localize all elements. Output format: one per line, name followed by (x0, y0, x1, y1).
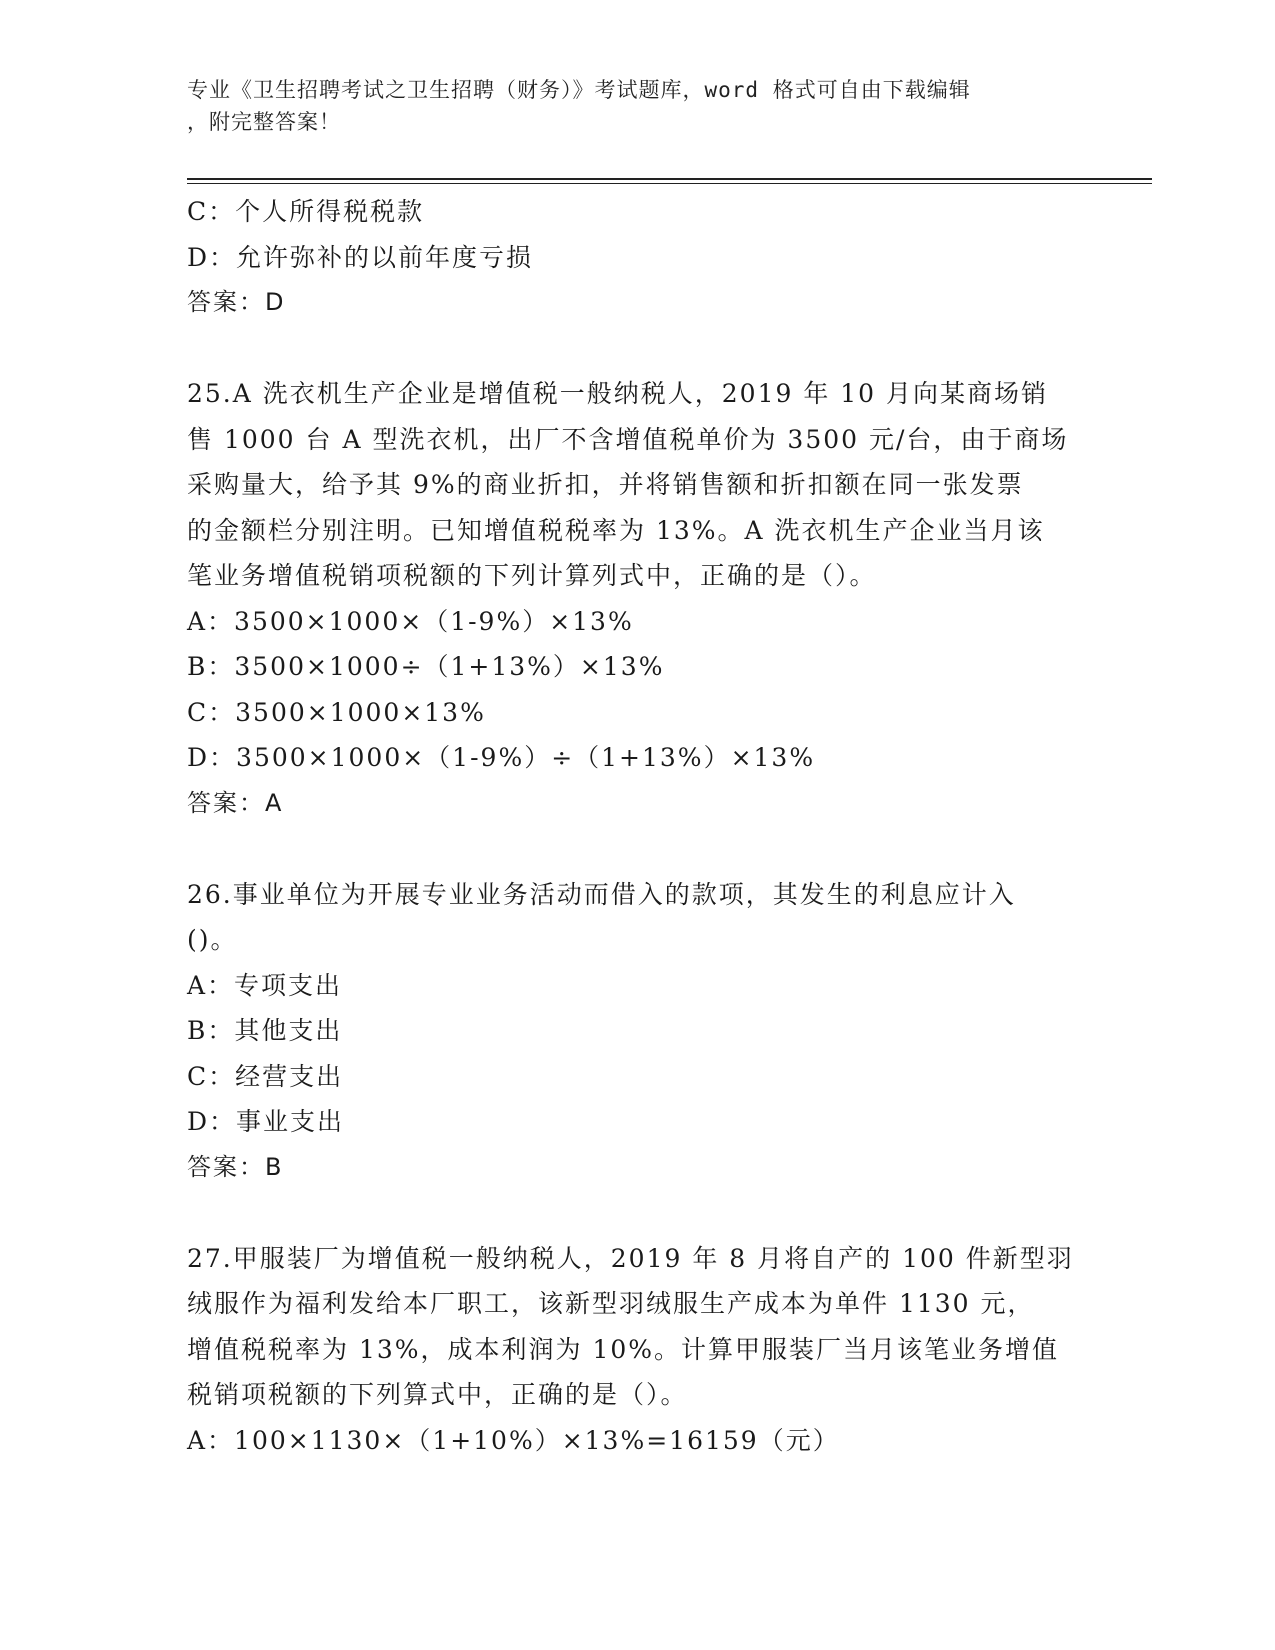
document-body (187, 189, 1087, 1463)
question-text-line: ()。 (187, 925, 238, 954)
spacer (187, 826, 1087, 872)
answer-line: 答案：B (187, 1152, 284, 1181)
question-text-line: 27.甲服装厂为增值税一般纳税人，2019 年 8 月将自产的 100 件新型羽 (187, 1243, 1074, 1273)
header-divider-thin (187, 183, 1152, 184)
option-b: B：其他支出 (187, 1016, 343, 1045)
header-line: 专业《卫生招聘考试之卫生招聘（财务）》考试题库，word 格式可自由下载编辑 (187, 78, 971, 102)
document-header (187, 74, 1067, 138)
question-25 (187, 371, 1087, 826)
question-text-line: 笔业务增值税销项税额的下列计算列式中，正确的是（）。 (187, 561, 877, 590)
option-c: C：个人所得税税款 (187, 197, 425, 226)
previous-question-tail (187, 189, 1087, 326)
spacer (187, 326, 1087, 372)
question-text-line: 增值税税率为 13%，成本利润为 10%。计算甲服装厂当月该笔业务增值 (187, 1334, 1060, 1364)
question-26 (187, 872, 1087, 1191)
option-c: C：经营支出 (187, 1061, 344, 1091)
question-text-line: 的金额栏分别注明。已知增值税税率为 13%。A 洗衣机生产企业当月该 (187, 515, 1045, 545)
option-c: C：3500×1000×13% (187, 697, 486, 727)
option-d: D：事业支出 (187, 1107, 345, 1136)
question-text-line: 采购量大，给予其 9%的商业折扣，并将销售额和折扣额在同一张发票 (187, 470, 1024, 499)
question-text-line: 26.事业单位为开展专业业务活动而借入的款项，其发生的利息应计入 (187, 879, 1016, 909)
spacer (187, 1190, 1087, 1236)
header-line: ，附完整答案！ (187, 110, 341, 134)
question-text-line: 售 1000 台 A 型洗衣机，出厂不含增值税单价为 3500 元/台，由于商场 (187, 424, 1069, 454)
question-27 (187, 1236, 1087, 1464)
option-a: A：3500×1000×（1-9%）×13% (187, 606, 634, 636)
option-d: D：允许弥补的以前年度亏损 (187, 242, 534, 272)
option-d: D：3500×1000×（1-9%）÷（1+13%）×13% (187, 743, 816, 772)
option-a: A：专项支出 (187, 970, 343, 1000)
question-text-line: 绒服作为福利发给本厂职工，该新型羽绒服生产成本为单件 1130 元， (187, 1289, 1035, 1318)
header-divider (187, 178, 1152, 180)
option-a: A：100×1130×（1+10%）×13%=16159（元） (187, 1425, 840, 1455)
question-text-line: 税销项税额的下列算式中，正确的是（）。 (187, 1380, 688, 1409)
answer-line: 答案：D (187, 288, 286, 316)
option-b: B：3500×1000÷（1+13%）×13% (187, 652, 665, 681)
question-text-line: 25.A 洗衣机生产企业是增值税一般纳税人，2019 年 10 月向某商场销 (187, 379, 1049, 408)
answer-line: 答案：A (187, 788, 284, 817)
